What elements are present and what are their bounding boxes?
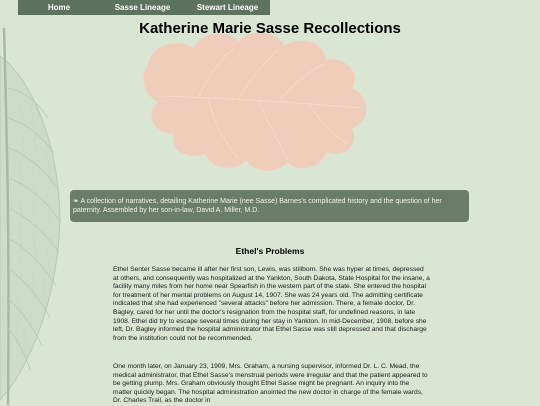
top-nav (18, 0, 270, 15)
page-title: Katherine Marie Sasse Recollections (139, 20, 401, 37)
fleuron-bullet-icon: ❧ (73, 198, 79, 205)
paragraph: One month later, on January 23, 1909, Mrs. Graham, a nursing supervisor, informed Dr. L. C. Mead, the medical administrator, that Ethel Sasse's menstrual periods were irregular and that the patient appeared to be getting plump. Mrs. Graham obviously thought Ethel Sasse might be pregnant. An inquiry into the matter quickly began. The hospital administration anointed the new doctor in charge of the female wards, Dr. Charles Trail, as the doctor in (113, 363, 428, 405)
skeleton-leaf-icon (0, 28, 62, 405)
paragraph: Ethel Senter Sasse became ill after her first son, Lewis, was stillborn. She was hyper at times, depressed at others, and consequently was hospitalized at the Yankton, South Dakota, State Hospital for the insane, a facility many miles from her home near Spearfish in the western part of the state. She entered the hospital for treatment of her mental problems on August 14, 1907. She was 24 years old. The admitting certificate indicated that she had experienced "several attacks" before her admission. There, a female doctor, Dr. Bagley, cared for her until the doctor's resignation from the hospital staff, for undefined reasons, in late 1908. Ethel did try to escape several times during her stay in Yankton. In mid-December, 1908, before she left, Dr. Bagley informed the hospital administrator that Ethel Sasse was still depressed and that discharge from the institution could not be recommended. (113, 266, 430, 342)
nav-sasse-lineage-link[interactable]: Sasse Lineage (114, 3, 171, 12)
intro-box (70, 190, 469, 222)
intro-text: A collection of narratives, detailing Katherine Marie (nee Sasse) Barnes's complicated history and the question of her paternity. Assembled by her son-in-law, David A. Miller, M.D. (73, 198, 442, 214)
nav-stewart-lineage-link[interactable]: Stewart Lineage (196, 3, 259, 12)
nav-home-link[interactable]: Home (47, 3, 71, 12)
oak-leaf-icon (138, 26, 380, 176)
section-heading: Ethel's Problems (235, 246, 305, 256)
